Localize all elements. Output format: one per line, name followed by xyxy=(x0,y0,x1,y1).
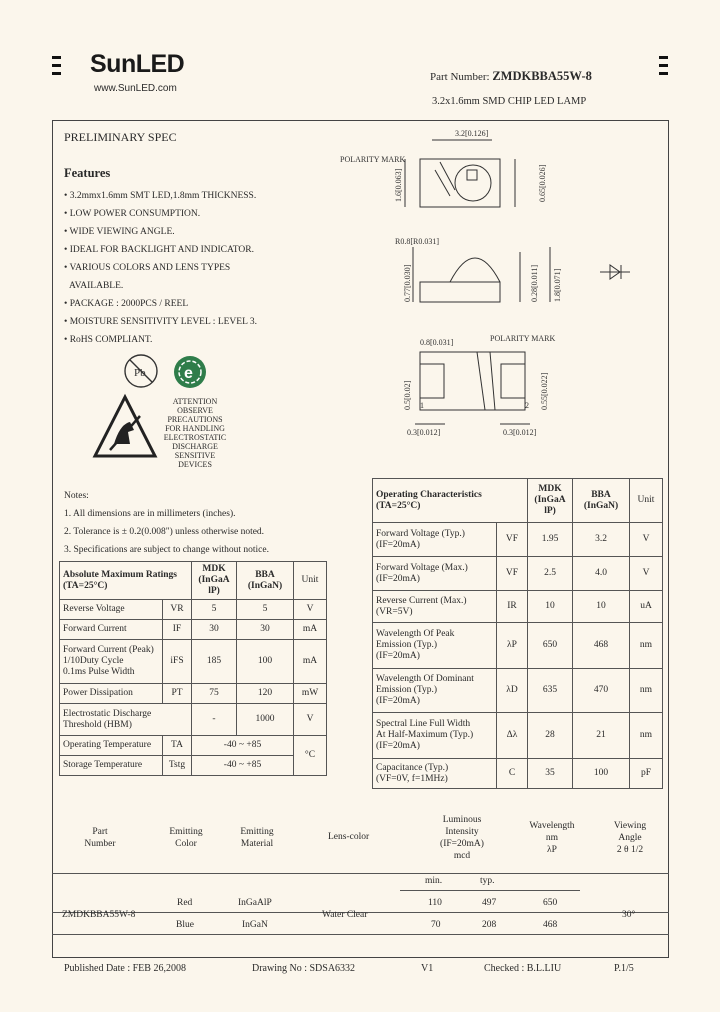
table-row: Capacitance (Typ.) (VF=0V, f=1MHz) C 35 100 pF xyxy=(373,759,663,789)
table-row: Forward Current (Peak) 1/10Duty Cycle 0.1ms Pulse Width iFS 185 100 mA xyxy=(60,640,327,684)
abs-col-bba: BBA (InGaN) xyxy=(237,562,294,600)
drawing-number: Drawing No : SDSA6332 xyxy=(252,963,356,974)
abs-col-mdk: MDK (InGaA lP) xyxy=(192,562,237,600)
feature-item: • VARIOUS COLORS AND LENS TYPES xyxy=(64,263,231,273)
feature-item: • IDEAL FOR BACKLIGHT AND INDICATOR. xyxy=(64,245,254,255)
h-lens: Lens-color xyxy=(328,832,370,842)
feature-item: • RoHS COMPLIANT. xyxy=(64,335,153,345)
col-typ: typ. xyxy=(480,876,495,886)
col-min: min. xyxy=(425,876,443,886)
feature-item: • 3.2mmx1.6mm SMT LED,1.8mm THICKNESS. xyxy=(64,191,257,201)
note-item: 3. Specifications are subject to change without notice. xyxy=(64,545,269,555)
abs-max-title: Absolute Maximum Ratings (TA=25°C) xyxy=(60,562,192,600)
row-red-material: InGaAlP xyxy=(238,898,272,908)
row-blue-color: Blue xyxy=(176,920,194,930)
dim-bottom-right: 0.3[0.012] xyxy=(503,428,537,437)
table-row: Electrostatic Discharge Threshold (HBM) - 1000 V xyxy=(60,704,327,736)
pin-1: 1 xyxy=(420,401,424,410)
dim-width: 3.2[0.126] xyxy=(455,129,489,138)
h-wavelength: Wavelength nm λP xyxy=(529,821,575,855)
spec-title: PRELIMINARY SPEC xyxy=(64,130,177,144)
table-row: Wavelength Of Peak Emission (Typ.) (IF=20mA) λP 650 468 nm xyxy=(373,623,663,669)
checked-by: Checked : B.L.LIU xyxy=(484,963,562,974)
dim-right: 0.55[0.022] xyxy=(540,372,549,410)
dim-top-bottom: 0.8[0.031] xyxy=(420,338,454,347)
h-material: Emitting Material xyxy=(240,827,274,849)
pin-2: 2 xyxy=(525,401,529,410)
feature-item: • WIDE VIEWING ANGLE. xyxy=(64,227,175,237)
h-intensity: Luminous Intensity (IF=20mA) mcd xyxy=(440,815,484,861)
pb-free-icon xyxy=(122,352,160,390)
dim-height-5: 1.8[0.071] xyxy=(553,268,562,302)
abs-col-unit: Unit xyxy=(294,562,327,600)
row-blue-material: InGaN xyxy=(242,920,268,930)
table-row: Power Dissipation PT 75 120 mW xyxy=(60,684,327,704)
part-number-value: ZMDKBBA55W-8 xyxy=(492,69,592,83)
notes-heading: Notes: xyxy=(64,491,89,501)
table-row: Operating Temperature TA -40 ~ +85 °C xyxy=(60,736,327,756)
abs-max-table xyxy=(59,561,327,776)
part-number-line xyxy=(430,69,592,84)
row-red-wl: 650 xyxy=(543,898,558,908)
table-row: Forward Voltage (Typ.) (IF=20mA) VF 1.95 3.2 V xyxy=(373,523,663,557)
row-red-color: Red xyxy=(177,898,193,908)
polarity-mark-top: POLARITY MARK xyxy=(340,155,406,164)
dim-height-3: 0.77[0.030] xyxy=(403,264,412,302)
features-heading: Features xyxy=(64,166,111,180)
dim-bottom-left: 0.3[0.012] xyxy=(407,428,441,437)
feature-item: • PACKAGE : 2000PCS / REEL xyxy=(64,299,189,309)
table-row: Wavelength Of Dominant Emission (Typ.) (IF=20mA) λD 635 470 nm xyxy=(373,669,663,713)
angle-cell: 30° xyxy=(622,910,636,920)
row-blue-wl: 468 xyxy=(543,920,558,930)
op-char-title: Operating Characteristics (TA=25°C) xyxy=(373,479,528,523)
h-color: Emitting Color xyxy=(169,827,203,849)
table-row: Forward Current IF 30 30 mA xyxy=(60,620,327,640)
polarity-mark-bottom: POLARITY MARK xyxy=(490,334,556,343)
dim-height-4: 0.28[0.011] xyxy=(530,264,539,302)
feature-item-cont: AVAILABLE. xyxy=(69,281,124,291)
op-col-unit: Unit xyxy=(630,479,663,523)
table-row: Reverse Voltage VR 5 5 V xyxy=(60,600,327,620)
note-item: 1. All dimensions are in millimeters (inches). xyxy=(64,509,236,519)
website-link[interactable]: www.SunLED.com xyxy=(94,83,177,94)
op-col-mdk: MDK (InGaA lP) xyxy=(528,479,573,523)
table-row: Storage Temperature Tstg -40 ~ +85 xyxy=(60,756,327,776)
features-list xyxy=(64,187,257,349)
version: V1 xyxy=(421,963,434,974)
notes xyxy=(64,487,269,559)
dim-radius: R0.8[R0.031] xyxy=(395,237,439,246)
lens-cell: Water Clear xyxy=(322,910,368,920)
op-char-table xyxy=(372,478,663,789)
op-col-bba: BBA (InGaN) xyxy=(573,479,630,523)
table-row: Spectral Line Full Width At Half-Maximum (Typ.) (IF=20mA) Δλ 28 21 nm xyxy=(373,713,663,759)
h-part: Part Number xyxy=(84,827,116,849)
dim-left: 0.5[0.02] xyxy=(403,380,412,410)
pb-text: Pb xyxy=(134,367,146,379)
feature-item: • LOW POWER CONSUMPTION. xyxy=(64,209,201,219)
dim-height-1: 1.6[0.063] xyxy=(394,168,403,202)
page-number: P.1/5 xyxy=(614,963,634,974)
dim-height-2: 0.65[0.026] xyxy=(538,164,547,202)
table-row: Reverse Current (Max.) (VR=5V) IR 10 10 uA xyxy=(373,591,663,623)
part-number-cell: ZMDKBBA55W-8 xyxy=(62,910,136,920)
note-item: 2. Tolerance is ± 0.2(0.008") unless otherwise noted. xyxy=(64,527,265,537)
row-blue-typ: 208 xyxy=(482,920,497,930)
esd-warning-icon xyxy=(92,394,158,460)
rohs-e-icon xyxy=(172,354,208,390)
published-date: Published Date : FEB 26,2008 xyxy=(64,963,186,974)
part-number-label: Part Number: xyxy=(430,71,490,83)
attention-text: ATTENTION OBSERVE PRECAUTIONS FOR HANDLING ELECTROSTATIC DISCHARGE SENSITIVE DEVICES xyxy=(163,397,227,469)
h-angle: Viewing Angle 2 θ 1/2 xyxy=(613,821,647,855)
table-row: Forward Voltage (Max.) (IF=20mA) VF 2.5 4.0 V xyxy=(373,557,663,591)
feature-item: • MOISTURE SENSITIVITY LEVEL : LEVEL 3. xyxy=(64,317,258,327)
row-red-min: 110 xyxy=(428,898,442,908)
row-red-typ: 497 xyxy=(482,898,497,908)
row-blue-min: 70 xyxy=(431,920,441,930)
rohs-e-text: e xyxy=(184,365,193,382)
package-drawing xyxy=(340,122,655,442)
subtitle: 3.2x1.6mm SMD CHIP LED LAMP xyxy=(432,96,587,107)
sunled-logo: SunLED xyxy=(90,50,185,78)
